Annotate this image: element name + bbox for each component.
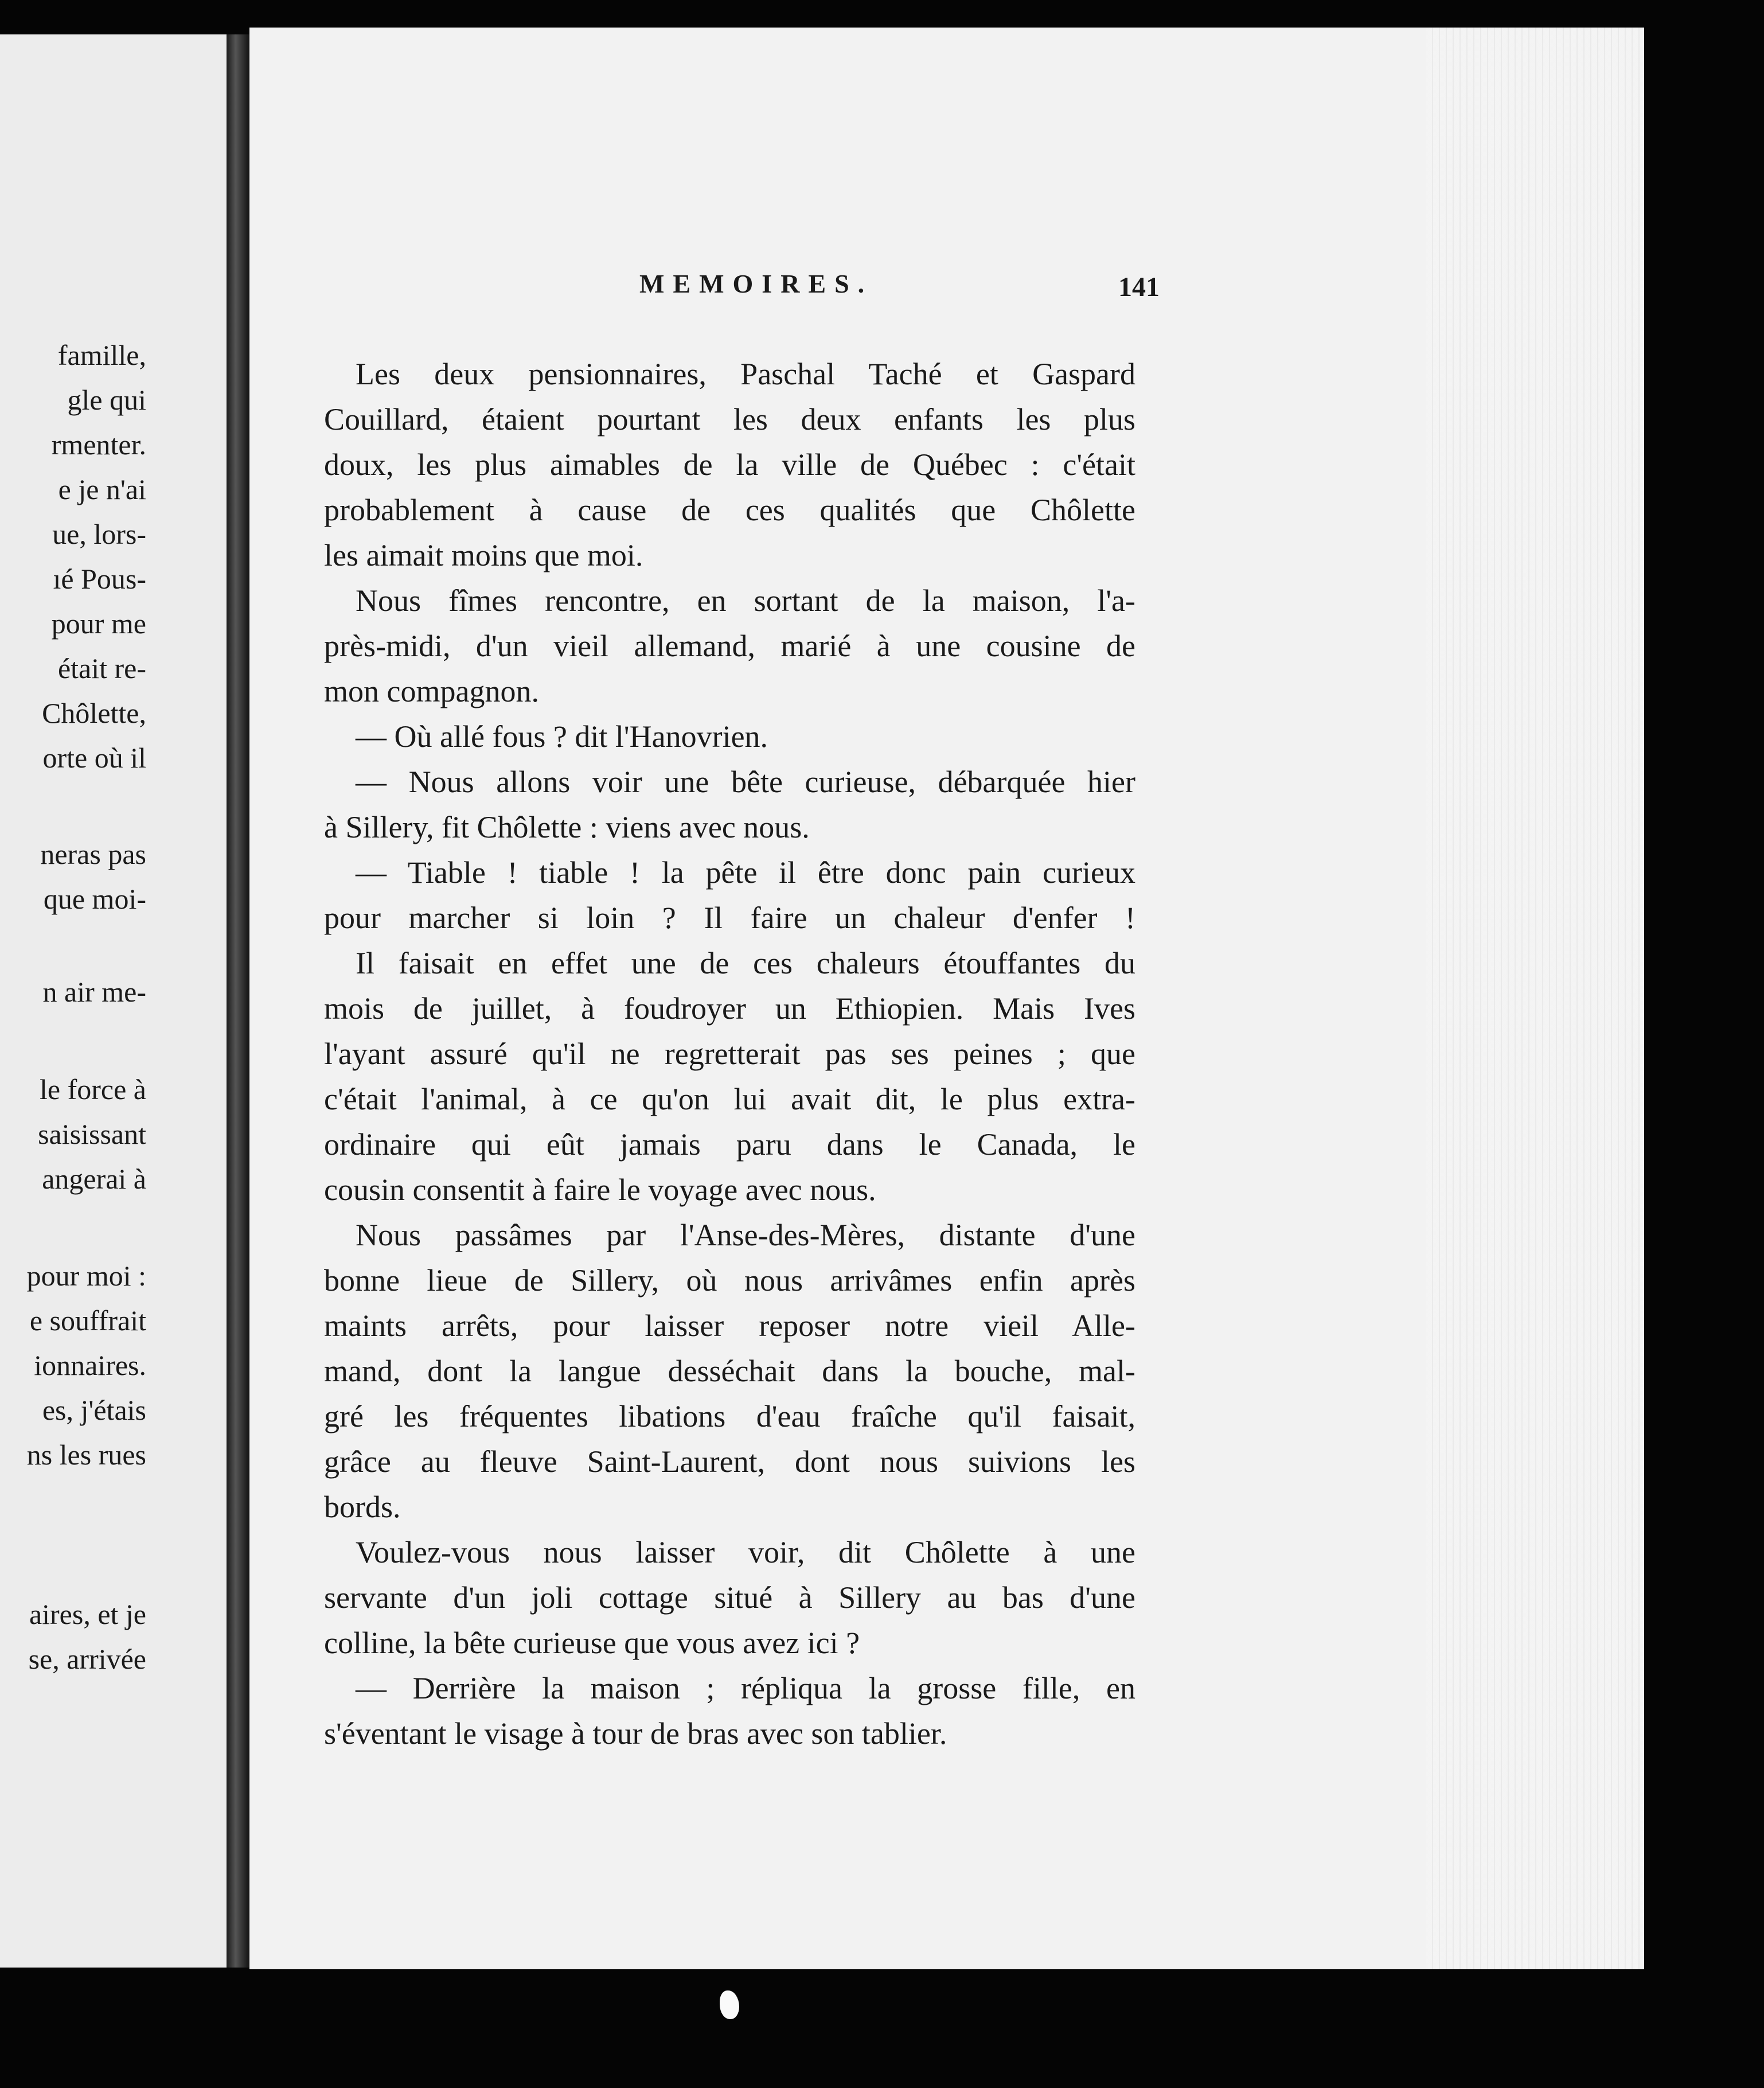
text-line: cousin consentit à faire le voyage avec nous.	[324, 1172, 876, 1207]
left-page-line: aires, et je	[29, 1598, 146, 1630]
text-line: maints arrêts, pour laisser reposer notre vieil Alle-	[324, 1308, 1135, 1343]
left-page-line: es, j'étais	[42, 1394, 146, 1426]
left-page-line: se, arrivée	[28, 1643, 146, 1675]
text-line: Voulez-vous nous laisser voir, dit Chôlette à une	[356, 1535, 1135, 1569]
text-line: servante d'un joli cottage situé à Sillery au bas d'une	[324, 1580, 1135, 1615]
body-text	[324, 352, 1135, 1756]
text-line: probablement à cause de ces qualités que Chôlette	[324, 493, 1135, 527]
left-page-line: gle qui	[67, 384, 146, 416]
text-line: les aimait moins que moi.	[324, 538, 643, 572]
text-line: Il faisait en effet une de ces chaleurs étouffantes du	[356, 946, 1135, 980]
text-line: près-midi, d'un vieil allemand, marié à une cousine de	[324, 629, 1135, 663]
text-line: mon compagnon.	[324, 674, 539, 708]
left-page-line: le force à	[40, 1073, 146, 1105]
left-page-line: rmenter.	[51, 428, 146, 461]
text-line: — Où allé fous ? dit l'Hanovrien.	[356, 719, 768, 754]
text-line: s'éventant le visage à tour de bras avec son tablier.	[324, 1716, 947, 1751]
text-line: — Derrière la maison ; répliqua la grosse fille, en	[356, 1671, 1135, 1705]
text-line: — Nous allons voir une bête curieuse, débarquée hier	[356, 765, 1135, 799]
left-page-line: angerai à	[42, 1163, 146, 1195]
text-line: à Sillery, fit Chôlette : viens avec nous.	[324, 810, 810, 844]
text-line: doux, les plus aimables de la ville de Québec : c'était	[324, 447, 1135, 482]
left-page-line: pour me	[51, 607, 146, 640]
text-line: pour marcher si loin ? Il faire un chaleur d'enfer !	[324, 901, 1135, 935]
left-page-line: ıé Pous-	[53, 563, 146, 595]
left-page-line: e je n'ai	[58, 473, 146, 505]
text-line: Nous passâmes par l'Anse-des-Mères, distante d'une	[356, 1218, 1135, 1252]
left-page-line: neras pas	[40, 838, 146, 870]
text-line: mois de juillet, à foudroyer un Ethiopien. Mais Ives	[324, 991, 1135, 1026]
scan-artifact-mark	[720, 1990, 739, 2019]
text-line: l'ayant assuré qu'il ne regretterait pas ses peines ; que	[324, 1037, 1135, 1071]
text-line: c'était l'animal, à ce qu'on lui avait dit, le plus extra-	[324, 1082, 1135, 1116]
book-gutter	[227, 34, 249, 1968]
left-page-line: Chôlette,	[42, 697, 146, 729]
left-page-line: était re-	[57, 652, 146, 684]
text-line: Les deux pensionnaires, Paschal Taché et Gaspard	[356, 357, 1135, 391]
left-page-line: famille,	[57, 339, 146, 371]
text-line: grâce au fleuve Saint-Laurent, dont nous suivions les	[324, 1444, 1135, 1479]
text-line: Couillard, étaient pourtant les deux enfants les plus	[324, 402, 1135, 437]
left-page-line: saisissant	[38, 1118, 146, 1150]
left-page-line: orte où il	[42, 742, 146, 774]
right-page	[249, 28, 1644, 1969]
text-line: Nous fîmes rencontre, en sortant de la maison, l'a-	[356, 583, 1135, 618]
text-line: — Tiable ! tiable ! la pête il être donc pain curieux	[356, 855, 1135, 890]
page-number: 141	[1118, 272, 1160, 302]
running-head: MEMOIRES.	[639, 269, 873, 298]
left-page-line: que moi-	[43, 883, 146, 915]
text-line: bonne lieue de Sillery, où nous arrivâmes enfin après	[324, 1263, 1135, 1298]
text-line: mand, dont la langue desséchait dans la bouche, mal-	[324, 1354, 1135, 1388]
left-page-line: e souffrait	[29, 1304, 146, 1337]
left-page	[0, 34, 227, 1968]
left-page-line: pour moi :	[26, 1260, 146, 1292]
left-page-line: ue, lors-	[52, 518, 146, 550]
left-page-line: ns les rues	[26, 1439, 146, 1471]
page-edge-stack	[1426, 28, 1644, 1969]
text-line: colline, la bête curieuse que vous avez ici ?	[324, 1626, 860, 1660]
text-line: ordinaire qui eût jamais paru dans le Canada, le	[324, 1127, 1135, 1162]
text-line: bords.	[324, 1490, 401, 1524]
left-page-line: n air me-	[42, 976, 146, 1008]
left-page-line: ionnaires.	[34, 1349, 146, 1381]
text-line: gré les fréquentes libations d'eau fraîche qu'il faisait,	[324, 1399, 1135, 1433]
